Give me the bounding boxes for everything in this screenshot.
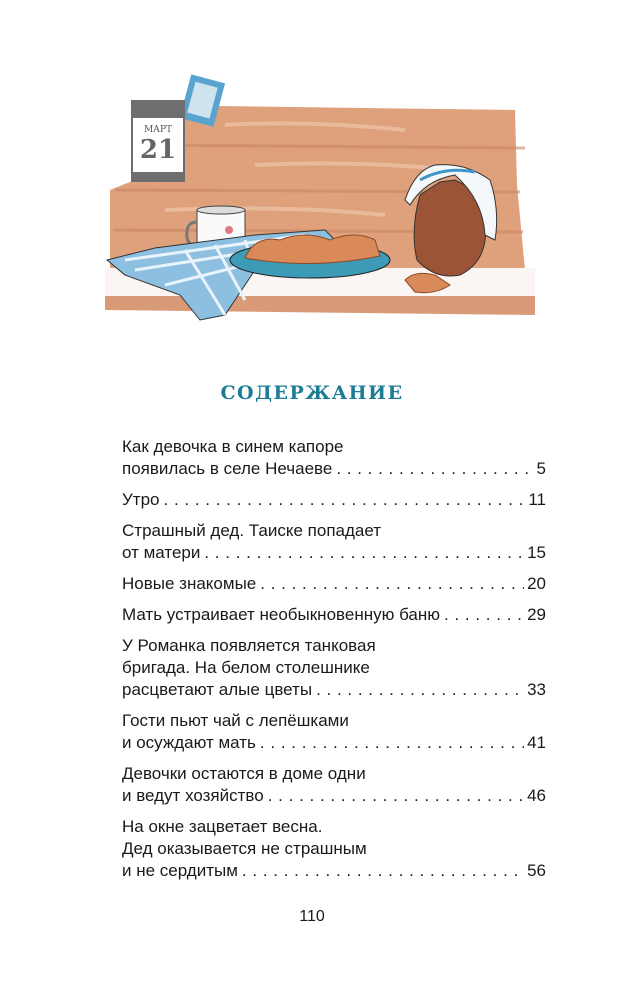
toc-entry-line xyxy=(122,604,546,626)
toc-entry[interactable] xyxy=(122,436,546,480)
toc-entry-line xyxy=(122,838,546,860)
toc-entry-line xyxy=(122,489,546,511)
toc-entry-line xyxy=(122,732,546,754)
toc-entry-title: Гости пьют чай с лепёшками xyxy=(122,711,349,730)
toc-entry-line xyxy=(122,520,546,542)
toc-entry-line xyxy=(122,710,546,732)
svg-text:21: 21 xyxy=(139,135,177,165)
toc-entry-line xyxy=(122,436,546,458)
toc-entry[interactable] xyxy=(122,710,546,754)
toc-entry-title: У Романка появляется танковая xyxy=(122,636,376,655)
shelf-edge xyxy=(105,296,535,315)
toc-entry-title: Мать устраивает необыкновенную баню xyxy=(122,605,441,624)
toc-page-number: 15 xyxy=(527,543,546,562)
toc-page-number: 5 xyxy=(536,459,546,478)
toc-entry-title: и осуждают мать xyxy=(122,733,256,752)
toc-entry-line xyxy=(122,860,546,882)
toc-entry-line xyxy=(122,635,546,657)
toc-entry[interactable] xyxy=(122,604,546,626)
toc-entry-title: расцветают алые цветы xyxy=(122,680,313,699)
dot-leader xyxy=(260,732,524,754)
toc-entry[interactable] xyxy=(122,763,546,807)
toc-entry[interactable] xyxy=(122,816,546,882)
toc-entry-title: На окне зацветает весна. xyxy=(122,817,323,836)
toc-entry-line xyxy=(122,763,546,785)
toc-entry[interactable] xyxy=(122,635,546,701)
toc-page-number: 11 xyxy=(528,490,546,509)
toc-page-number: 46 xyxy=(527,786,546,805)
dot-leader xyxy=(268,785,524,807)
dot-leader xyxy=(164,489,526,511)
toc-page-number: 41 xyxy=(527,733,546,752)
toc-entry-title: и ведут хозяйство xyxy=(122,786,264,805)
toc-entry-line xyxy=(122,542,546,564)
toc-entry-line xyxy=(122,657,546,679)
dot-leader xyxy=(242,860,524,882)
toc-heading: СОДЕРЖАНИЕ xyxy=(220,382,404,404)
dot-leader xyxy=(316,679,524,701)
toc-entry[interactable] xyxy=(122,489,546,511)
toc-page-number: 56 xyxy=(527,861,546,880)
toc-entry[interactable] xyxy=(122,520,546,564)
toc-entry-title: Девочки остаются в доме одни xyxy=(122,764,366,783)
table-of-contents xyxy=(122,436,546,891)
toc-page-number: 29 xyxy=(527,605,546,624)
toc-page-number: 33 xyxy=(527,680,546,699)
toc-entry-line xyxy=(122,785,546,807)
toc-entry-title: и не сердитым xyxy=(122,861,238,880)
dot-leader xyxy=(260,573,524,595)
toc-entry-title: бригада. На белом столешнике xyxy=(122,658,370,677)
toc-entry-title: появилась в селе Нечаеве xyxy=(122,459,333,478)
toc-entry-line xyxy=(122,816,546,838)
toc-entry-line xyxy=(122,458,546,480)
dot-leader xyxy=(444,604,524,626)
page-number: 110 xyxy=(299,908,325,925)
toc-entry-title: от матери xyxy=(122,543,201,562)
toc-page-number: 20 xyxy=(527,574,546,593)
svg-text:МАРТ: МАРТ xyxy=(143,125,173,135)
toc-entry[interactable] xyxy=(122,573,546,595)
toc-entry-title: Страшный дед. Таиске попадает xyxy=(122,521,382,540)
toc-entry-title: Как девочка в синем капоре xyxy=(122,437,344,456)
toc-entry-line xyxy=(122,573,546,595)
dot-leader xyxy=(336,458,533,480)
dot-leader xyxy=(204,542,524,564)
toc-entry-title: Новые знакомые xyxy=(122,574,257,593)
toc-entry-title: Дед оказывается не страшным xyxy=(122,839,367,858)
toc-entry-line xyxy=(122,679,546,701)
toc-entry-title: Утро xyxy=(122,490,160,509)
kitchen-illustration xyxy=(105,70,535,345)
